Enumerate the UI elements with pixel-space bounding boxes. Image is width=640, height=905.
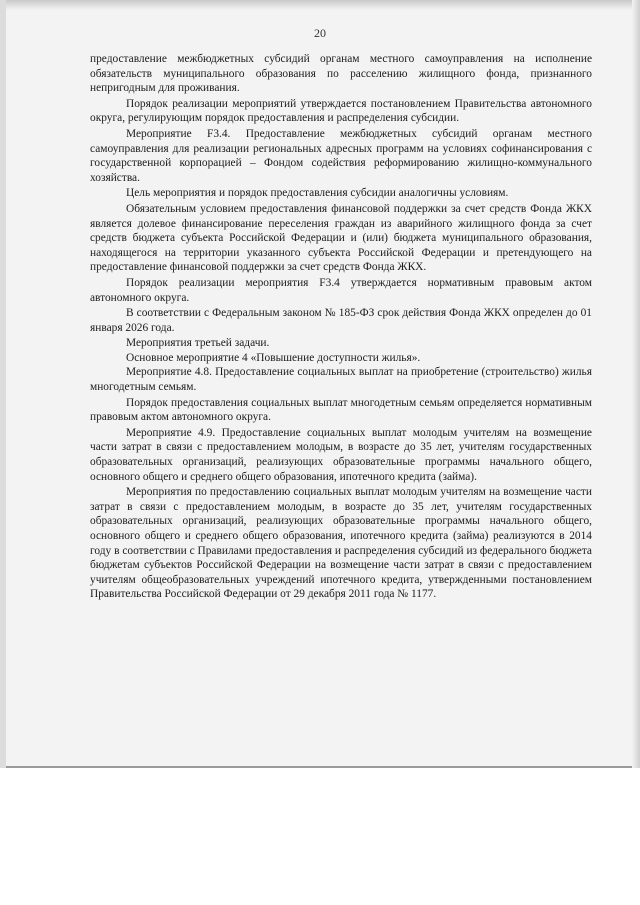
scan-left-edge [0,0,6,768]
paragraph: В соответствии с Федеральным законом № 185-ФЗ срок действия Фонда ЖКХ определен до 01 января 2026 года. [90,307,592,334]
scan-right-edge [632,0,640,768]
paragraph: Мероприятия по предоставлению социальных выплат молодым учителям на возмещение части затрат в связи с предоставлением молодым, в возрасте до 35 лет, учителям государственных образовательных организаций, реализующих образовательные программы начального общего, основного общего и среднего общего образования, ипотечного кредита (займа) реализуются в 2014 году в соответствии с Правилами предоставления и распределения субсидий из федерального бюджета бюджетам субъектов Российской Федерации на возмещение части затрат в связи с предоставлением учителям общеобразовательных учреждений ипотечного кредита, утвержденными постановлением Правительства Российской Федерации от 29 декабря 2011 года № 1177. [90,486,592,601]
paragraph: Цель мероприятия и порядок предоставления субсидии аналогичны условиям. [126,187,509,200]
scan-top-edge [0,0,640,10]
document-body [90,52,592,602]
paragraph: предоставление межбюджетных субсидий органам местного самоуправления на исполнение обязательств муниципального образования по расселению жилищного фонда, признанного непригодным для проживания. [90,53,592,95]
paragraph: Мероприятие 4.9. Предоставление социальных выплат молодым учителям на возмещение части затрат в связи с предоставлением молодым, в возрасте до 35 лет, учителям государственных образовательных организаций, реализующих образовательные программы начального общего, основного общего и среднего общего образования, ипотечного кредита (займа). [90,426,592,483]
paragraph: Порядок реализации мероприятия F3.4 утверждается нормативным правовым актом автономного округа. [90,276,592,304]
paragraph: Мероприятия третьей задачи. [126,337,270,350]
paragraph: Порядок предоставления социальных выплат многодетным семьям определяется нормативным правовым актом автономного округа. [90,396,592,424]
paragraph: Обязательным условием предоставления финансовой поддержки за счет средств Фонда ЖКХ является долевое финансирование переселения граждан из аварийного жилищного фонда за счет средств бюджета субъекта Российской Федерации и (или) бюджета муниципального образования, находящегося на территории указанного субъекта Российской Федерации и претендующего на предоставление финансовой поддержки за счет средств Фонда ЖКХ. [90,202,592,274]
paragraph: Основное мероприятие 4 «Повышение доступности жилья». [126,351,421,364]
paragraph: Порядок реализации мероприятий утверждается постановлением Правительства автономного округа, регулирующим порядок предоставления и распределения субсидии. [90,97,592,125]
page-number: 20 [314,26,326,40]
paragraph: Мероприятие F3.4. Предоставление межбюджетных субсидий органам местного самоуправления для реализации региональных адресных программ на условиях софинансирования с государственной корпорацией – Фондом содействия реформированию жилищно-коммунального хозяйства. [90,127,592,184]
paragraph: Мероприятие 4.8. Предоставление социальных выплат на приобретение (строительство) жилья многодетным семьям. [90,366,592,394]
